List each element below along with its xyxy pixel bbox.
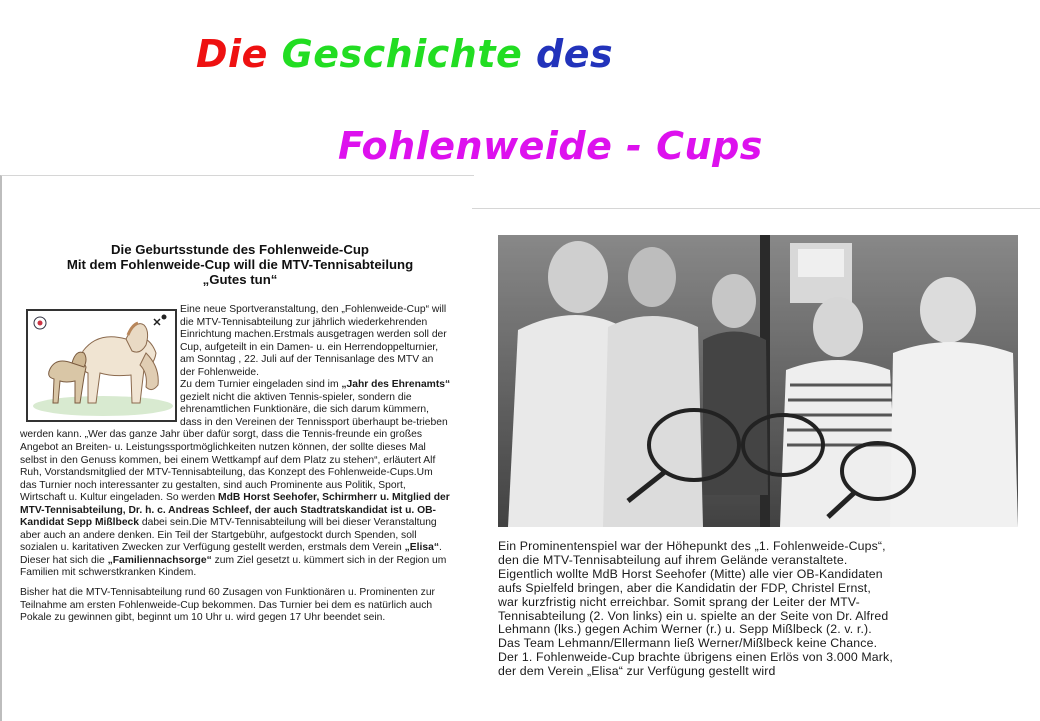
- caption-line: Tennisabteilung (2. Von links) ein u. spielte an der Seite von Dr. Alfred: [498, 608, 889, 623]
- article-paragraph-1: Eine neue Sportveranstaltung, den „Fohlenweide-Cup“ will die MTV-Tennisabteilung zur jährlich wiederkehrenden Einrichtung machen.Erstmals ausgetragen werden soll der Cup, aufgeteilt in ein Damen- u. ein Herrendoppelturnier, am Sonntag , 22. Juli auf der Tennisanlage des MTV an der Fohlenweide. Zu dem Turnier eingeladen sind im „Jahr des Ehrenamts“ gezielt nicht die aktiven Tennis-spieler, sondern die ehrenamtlichen Funktionäre, die sich darum kümmern, dass in den Vereinen der Tennissport überhaupt be-trieben werden kann. „Wer das ganze Jahr über dafür sorgt, dass die Tennis-freunde ein großes Angebot an Breiten- u. Leistungssportmöglichkeiten nutzen können, der sollte dieses Mal selbst in den Genuss kommen, bei einem Wettkampf auf dem Platz zu stehen“, erläutert Alf Ruh, Vorstandsmitglied der MTV-Tennisabteilung, das Konzept des Fohlenweide-Cups.Um das Turnier noch interessanter zu gestalten, sind auch Prominente aus Politik, Sport, Wirtschaft u. Kultur eingeladen. So werden MdB Horst Seehofer, Schirmherr u. Mitglied der MTV-Tennisabteilung, Dr. h. c. Andreas Schleef, der auch Stadtratskandidat ist u. OB-Kandidat Sepp Mißlbeck dabei sein.Die MTV-Tennisabteilung will bei dieser Veranstaltung aber auch an andere denken. Ein Teil der Startgebühr, aufgestockt durch Spenden, soll sozialen u. karitativen Zwecken zur Verfügung gestellt werden, erstmals dem Verein „Elisa“. Dieser hat sich die „Familiennachsorge“ zum Ziel gesetzt u. kümmert sich in der Region um Familien mit schwerstkranken Kindem.: [20, 304, 451, 579]
- caption-line: Der 1. Fohlenweide-Cup brachte übrigens einen Erlös von 3.000 Mark,: [498, 650, 893, 665]
- article-title-line: Mit dem Fohlenweide-Cup will die MTV-Tennisabteilung: [66, 257, 414, 272]
- caption-line: Lehmann (lks.) gegen Achim Werner (r.) u. Sepp Mißlbeck (2. v. r.).: [498, 622, 872, 637]
- article-title: [20, 242, 460, 287]
- headline-word-geschichte: Geschichte: [281, 32, 523, 76]
- caption-line: aufs Spielfeld bringen, aber die Kandidatin der FDP, Christel Ernst,: [498, 580, 871, 595]
- photo-caption: [498, 540, 1028, 679]
- headline-word-des: des: [536, 32, 614, 76]
- article-body: [20, 304, 451, 625]
- article-title-line: „Gutes tun“: [202, 272, 278, 287]
- caption-line: war kurzfristig nicht erreichbar. Somit sprang der Leiter der MTV-: [498, 594, 860, 609]
- article-paragraph-2: Bisher hat die MTV-Tennisabteilung rund 60 Zusagen von Funktionären u. Prominenten zur Teilnahme am ersten Fohlenweide-Cup bekommen. Das Turnier bei dem es natürlich auch Pokale zu gewinnen gibt, beginnt um 10 Uhr u. wird gegen 17 Uhr beendet sein.: [20, 587, 435, 624]
- caption-line: Das Team Lehmann/Ellermann ließ Werner/Mißlbeck keine Chance.: [498, 636, 878, 651]
- tennis-players-photo: [498, 235, 1018, 527]
- article-title-line: Die Geburtsstunde des Fohlenweide-Cup: [111, 242, 369, 257]
- headline-line-2: Fohlenweide - Cups: [338, 124, 763, 168]
- headline-line-1: [196, 32, 613, 76]
- article-clipping: [0, 175, 474, 721]
- caption-line: der dem Verein „Elisa“ zur Verfügung gestellt wird: [498, 664, 776, 679]
- caption-line: Ein Prominentenspiel war der Höhepunkt des „1. Fohlenweide-Cups“,: [498, 539, 886, 553]
- caption-line: den die MTV-Tennisabteilung auf ihrem Gelände veranstaltete.: [498, 552, 848, 567]
- caption-line: Eigentlich wollte MdB Horst Seehofer (Mitte) alle vier OB-Kandidaten: [498, 566, 883, 581]
- headline-word-die: Die: [196, 32, 268, 76]
- photo-clipping: [472, 208, 1040, 721]
